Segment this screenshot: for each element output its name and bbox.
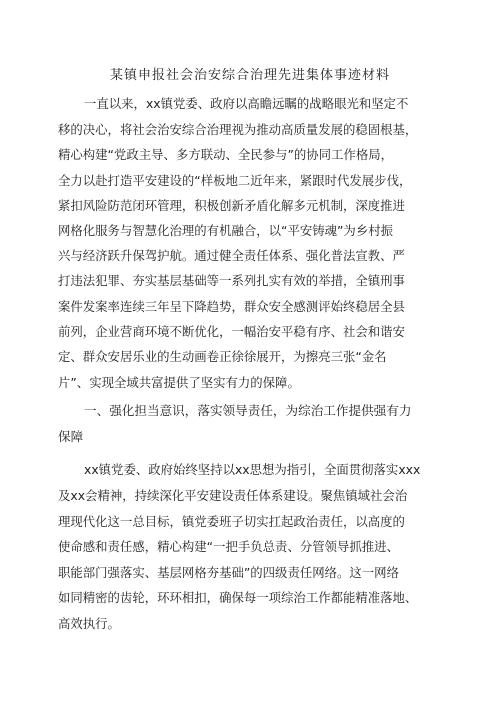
section-heading-line: 一、强化担当意识，落实领导责任，为综治工作提供强有力: [84, 403, 412, 418]
paragraph-1-line: 精心构建“党政主导、多方联动、全民参与”的协同工作格局，: [58, 147, 393, 162]
paragraph-1-line: 移的决心，将社会治安综合治理视为推动高质量发展的稳固根基，: [58, 122, 418, 137]
paragraph-1-line: 全力以赴打造平安建设的“样板地二近年来，紧跟时代发展步伐，: [58, 173, 412, 188]
paragraph-1-line: 一直以来，xx镇党委、政府以高瞻远瞩的战略眼光和坚定不: [84, 96, 409, 111]
section-heading-line: 保障: [58, 429, 84, 444]
paragraph-1-line: 兴与经济跃升保驾护航。通过健全责任体系、强化普法宣教、严: [58, 248, 405, 263]
paragraph-1-line: 定、群众安居乐业的生动画卷正徐徐展开，为擦亮三张“金名: [58, 349, 387, 364]
paragraph-2-line: 使命感和责任感，精心构建“一把手负总责、分管领导抓推进、: [58, 539, 399, 554]
paragraph-2-line: 如同精密的齿轮，环环相扣，确保每一项综治工作都能精准落地、: [58, 590, 418, 605]
paragraph-2-line: 及xx会精神，持续深化平安建设责任体系建设。聚焦镇域社会治: [58, 488, 408, 503]
paragraph-1-line: 紧扣风险防范闭环管理，积极创新矛盾化解多元机制，深度推进: [58, 198, 405, 213]
paragraph-1-line: 片”、实现全域共富提供了坚实有力的保障。: [58, 375, 300, 390]
paragraph-2-line: 职能部门强落实、基层网格夯基础”的四级责任网络。这一网络: [58, 565, 399, 580]
paragraph-2-line: 理现代化这一总目标，镇党委班子切实扛起政治责任，以高度的: [58, 514, 405, 529]
paragraph-2-line: 高效执行。: [58, 616, 120, 631]
paragraph-1-line: 打违法犯罪、夯实基层基础等一系列扎实有效的举措，全镇刑事: [58, 273, 405, 288]
document-title: 某镇申报社会治安综合治理先进集体事迹材料: [109, 68, 390, 83]
paragraph-1-line: 案件发案率连续三年呈下降趋势，群众安全感测评始终稳居全县: [58, 299, 405, 314]
paragraph-1-line: 前列，企业营商环境不断优化，一幅治安平稳有序、社会和谐安: [58, 324, 405, 339]
paragraph-1-line: 网格化服务与智慧化治理的有机融合，以“平安铸魂”为乡村振: [58, 223, 393, 238]
paragraph-2-line: xx镇党委、政府始终坚持以xx思想为指引，全面贯彻落实xxx: [84, 462, 421, 477]
